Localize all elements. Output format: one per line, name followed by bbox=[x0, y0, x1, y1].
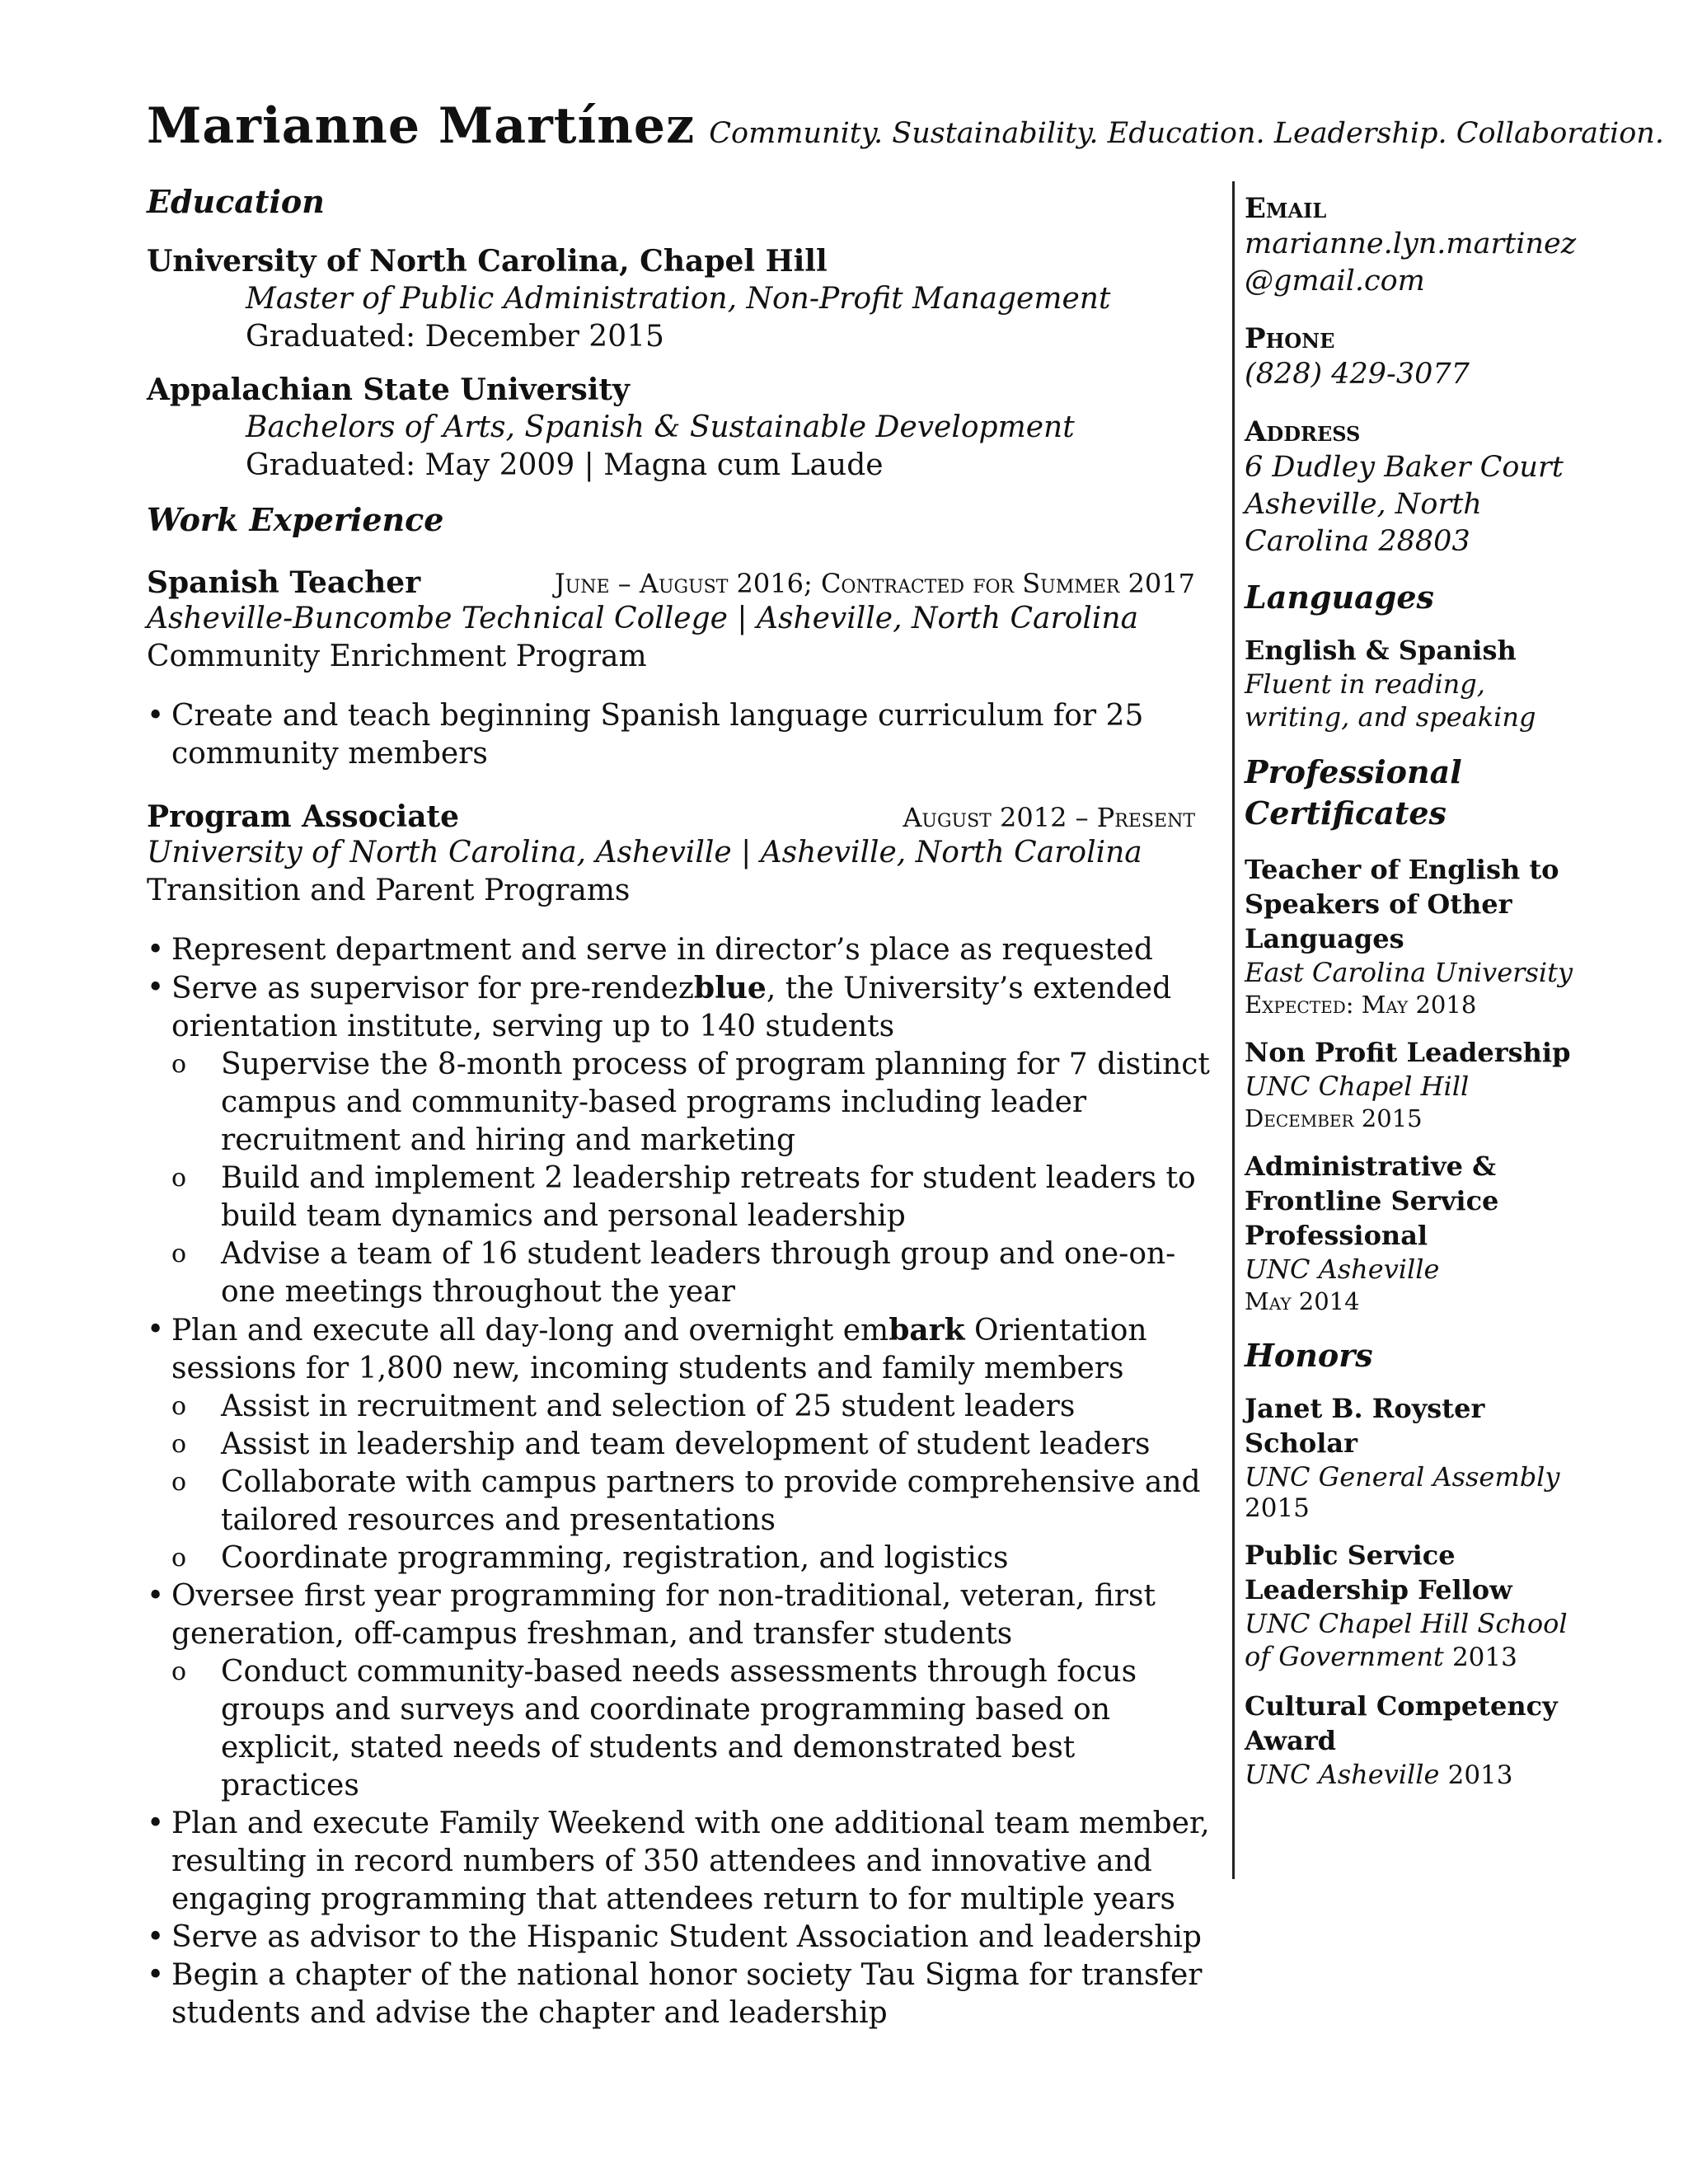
job-entry bbox=[147, 799, 1218, 2032]
bullet-text: Orientation bbox=[964, 1314, 1147, 1347]
school-degree: Master of Public Administration, Non-Profit Management bbox=[246, 282, 1111, 316]
bullet-line: • Oversee first year programming for non-traditional, veteran, first bbox=[171, 1579, 1156, 1613]
school-detail: Graduated: December 2015 bbox=[246, 320, 664, 354]
bullet-line: tailored resources and presentations bbox=[221, 1503, 776, 1537]
work-heading: Work Experience bbox=[147, 501, 444, 538]
education-heading: Education bbox=[147, 183, 325, 220]
sub-list-item bbox=[171, 1388, 1218, 1426]
bullet-text: , the University’s extended bbox=[766, 972, 1172, 1005]
honor-org-line bbox=[1245, 1758, 1591, 1792]
languages-section bbox=[1245, 577, 1591, 733]
sidebar bbox=[1245, 191, 1591, 1792]
job-bullets bbox=[147, 931, 1218, 1046]
honor-title: Leadership Fellow bbox=[1245, 1574, 1512, 1605]
honor-year: 2013 bbox=[1447, 1760, 1513, 1790]
bullet-line: campus and community-based programs including leader bbox=[221, 1085, 1087, 1119]
list-item bbox=[147, 697, 1195, 773]
sub-bullets bbox=[147, 1388, 1218, 1577]
certificate-entry bbox=[1245, 1149, 1591, 1317]
certificate-title: Administrative & bbox=[1245, 1151, 1496, 1182]
contact-phone bbox=[1245, 321, 1591, 393]
honor-entry bbox=[1245, 1689, 1591, 1792]
sub-list-item bbox=[171, 1046, 1218, 1160]
phone-value: (828) 429-3077 bbox=[1245, 358, 1470, 391]
phone-label: Phone bbox=[1245, 322, 1335, 355]
list-item bbox=[147, 1805, 1218, 1919]
school-degree: Bachelors of Arts, Spanish & Sustainable Development bbox=[246, 410, 1075, 444]
column-divider bbox=[1232, 181, 1235, 1879]
bullet-line: recruitment and hiring and marketing bbox=[221, 1123, 796, 1157]
honor-title: Cultural Competency bbox=[1245, 1690, 1558, 1722]
certificates-heading: Professional bbox=[1245, 753, 1462, 790]
address-label: Address bbox=[1245, 415, 1361, 448]
job-bullets bbox=[147, 697, 1195, 773]
bullet-line: resulting in record numbers of 350 attendees and innovative and bbox=[171, 1844, 1152, 1878]
school-name: University of North Carolina, Chapel Hill bbox=[147, 244, 828, 279]
candidate-name: Marianne Martínez bbox=[147, 97, 696, 155]
certificate-title: Speakers of Other bbox=[1245, 888, 1512, 920]
bullet-line: one meetings throughout the year bbox=[221, 1275, 735, 1309]
list-item bbox=[147, 931, 1218, 969]
bullet-line: o Assist in leadership and team development of student leaders bbox=[221, 1427, 1151, 1461]
email-value: marianne.lyn.martinez bbox=[1245, 227, 1577, 260]
contact-email bbox=[1245, 191, 1591, 300]
job-dates: June – August 2016; Contracted for Summer 2017 bbox=[554, 568, 1195, 599]
bullet-line: students and advise the chapter and leadership bbox=[171, 1996, 888, 2030]
bullet-line: • Serve as advisor to the Hispanic Student Association and leadership bbox=[171, 1920, 1202, 1954]
bullet-line: o Collaborate with campus partners to provide comprehensive and bbox=[221, 1465, 1201, 1499]
honors-section bbox=[1245, 1335, 1591, 1792]
education-section bbox=[147, 183, 325, 220]
certificate-date: May 2014 bbox=[1245, 1287, 1360, 1315]
job-bullets bbox=[147, 1577, 1218, 1653]
bullet-line: community members bbox=[171, 737, 488, 771]
sub-list-item bbox=[171, 1426, 1218, 1464]
sub-list-item bbox=[171, 1653, 1218, 1805]
bullet-line: o Assist in recruitment and selection of 25 student leaders bbox=[221, 1390, 1076, 1423]
job-title: Program Associate bbox=[147, 799, 460, 834]
bullet-line: o Coordinate programming, registration, and logistics bbox=[221, 1541, 1009, 1575]
sub-bullets bbox=[147, 1046, 1218, 1311]
job-title: Spanish Teacher bbox=[147, 565, 421, 600]
bullet-line: explicit, stated needs of students and demonstrated best practices bbox=[221, 1731, 1076, 1802]
list-item bbox=[147, 1957, 1218, 2032]
language-name: English & Spanish bbox=[1245, 635, 1517, 666]
certificate-title: Languages bbox=[1245, 923, 1404, 954]
certificates-heading: Certificates bbox=[1245, 794, 1447, 832]
school-entry bbox=[147, 242, 1110, 356]
bullet-line: build team dynamics and personal leadership bbox=[221, 1199, 906, 1233]
list-item bbox=[147, 969, 1218, 1046]
honor-org: UNC Asheville bbox=[1245, 1759, 1440, 1790]
honor-org: of Government bbox=[1245, 1641, 1444, 1672]
bullet-line: generation, off-campus freshman, and transfer students bbox=[171, 1617, 1013, 1651]
job-header bbox=[147, 565, 1195, 600]
honor-org-line bbox=[1245, 1640, 1591, 1674]
email-label: Email bbox=[1245, 192, 1327, 225]
list-item bbox=[147, 1919, 1218, 1957]
languages-heading: Languages bbox=[1245, 579, 1434, 616]
honor-entry bbox=[1245, 1538, 1591, 1674]
address-value: 6 Dudley Baker Court bbox=[1245, 451, 1564, 484]
job-header bbox=[147, 799, 1195, 834]
sub-list-item bbox=[171, 1540, 1218, 1577]
honors-heading: Honors bbox=[1245, 1337, 1373, 1374]
certificates-section bbox=[1245, 752, 1591, 1317]
bullet-emphasis: bark bbox=[889, 1313, 965, 1347]
certificate-title: Professional bbox=[1245, 1220, 1428, 1251]
job-org: Asheville-Buncombe Technical College | Asheville, North Carolina bbox=[147, 602, 1139, 635]
certificate-org: UNC Chapel Hill bbox=[1245, 1071, 1470, 1102]
honor-title: Public Service bbox=[1245, 1540, 1456, 1571]
bullet-line: o Supervise the 8-month process of program planning for 7 distinct bbox=[221, 1047, 1210, 1081]
bullet-line: • Create and teach beginning Spanish language curriculum for 25 bbox=[171, 699, 1144, 733]
resume-header bbox=[147, 97, 1663, 155]
job-program: Community Enrichment Program bbox=[147, 640, 647, 673]
school-entry bbox=[147, 371, 1075, 485]
contact-address bbox=[1245, 415, 1591, 560]
job-org: University of North Carolina, Asheville | Asheville, North Carolina bbox=[147, 836, 1142, 869]
bullet-line: orientation institute, serving up to 140 students bbox=[171, 1010, 895, 1043]
bullet-emphasis: blue bbox=[693, 971, 767, 1005]
address-value: Asheville, North bbox=[1245, 488, 1482, 521]
sub-list-item bbox=[171, 1235, 1218, 1311]
job-program: Transition and Parent Programs bbox=[147, 874, 631, 907]
honor-year: 2015 bbox=[1245, 1493, 1310, 1523]
job-entry bbox=[147, 565, 1195, 773]
certificate-entry bbox=[1245, 852, 1591, 1020]
address-value: Carolina 28803 bbox=[1245, 525, 1470, 558]
language-detail: Fluent in reading, bbox=[1245, 668, 1485, 700]
job-dates: August 2012 – Present bbox=[903, 802, 1195, 833]
certificate-entry bbox=[1245, 1035, 1591, 1134]
school-detail: Graduated: May 2009 | Magna cum Laude bbox=[246, 448, 884, 482]
bullet-text: Serve as supervisor for pre-rendez bbox=[171, 972, 694, 1005]
work-section bbox=[147, 501, 443, 538]
bullet-line bbox=[171, 1311, 1218, 1350]
school-name: Appalachian State University bbox=[147, 373, 630, 407]
list-item bbox=[147, 1311, 1218, 1388]
certificate-org: East Carolina University bbox=[1245, 957, 1573, 988]
certificate-title: Non Profit Leadership bbox=[1245, 1037, 1571, 1068]
bullet-line bbox=[171, 969, 1218, 1008]
job-bullets bbox=[147, 1311, 1218, 1388]
certificate-org: UNC Asheville bbox=[1245, 1254, 1440, 1285]
bullet-line: • Represent department and serve in director’s place as requested bbox=[171, 933, 1153, 967]
bullet-line: • Plan and execute Family Weekend with one additional team member, bbox=[171, 1807, 1210, 1840]
job-bullets bbox=[147, 1805, 1218, 2032]
tagline: Community. Sustainability. Education. Leadership. Collaboration. bbox=[709, 117, 1664, 150]
honor-title: Scholar bbox=[1245, 1427, 1357, 1459]
bullet-line: o Advise a team of 16 student leaders through group and one-on- bbox=[221, 1237, 1176, 1271]
bullet-line: o Conduct community-based needs assessments through focus bbox=[221, 1655, 1137, 1689]
honor-org: UNC Chapel Hill School bbox=[1245, 1608, 1568, 1639]
bullet-line: • Begin a chapter of the national honor society Tau Sigma for transfer bbox=[171, 1958, 1203, 1992]
email-value: @gmail.com bbox=[1245, 265, 1425, 298]
bullet-text: Plan and execute all day-long and overnight em bbox=[171, 1314, 889, 1347]
bullet-line: engaging programming that attendees return to for multiple years bbox=[171, 1882, 1175, 1916]
language-detail: writing, and speaking bbox=[1245, 701, 1536, 733]
honor-title: Janet B. Royster bbox=[1245, 1393, 1485, 1424]
bullet-line: groups and surveys and coordinate programming based on bbox=[221, 1693, 1110, 1727]
honor-org: UNC General Assembly bbox=[1245, 1461, 1560, 1493]
certificate-date: Expected: May 2018 bbox=[1245, 991, 1477, 1019]
honor-entry bbox=[1245, 1391, 1591, 1523]
sub-list-item bbox=[171, 1160, 1218, 1235]
sub-list-item bbox=[171, 1464, 1218, 1540]
certificate-title: Teacher of English to bbox=[1245, 854, 1559, 885]
sub-bullets bbox=[147, 1653, 1218, 1805]
list-item bbox=[147, 1577, 1218, 1653]
honor-year: 2013 bbox=[1451, 1643, 1517, 1672]
certificate-date: December 2015 bbox=[1245, 1104, 1423, 1132]
bullet-line: o Build and implement 2 leadership retreats for student leaders to bbox=[221, 1161, 1196, 1195]
certificate-title: Frontline Service bbox=[1245, 1185, 1499, 1216]
bullet-line: sessions for 1,800 new, incoming students and family members bbox=[171, 1352, 1124, 1385]
honor-title: Award bbox=[1245, 1725, 1337, 1756]
